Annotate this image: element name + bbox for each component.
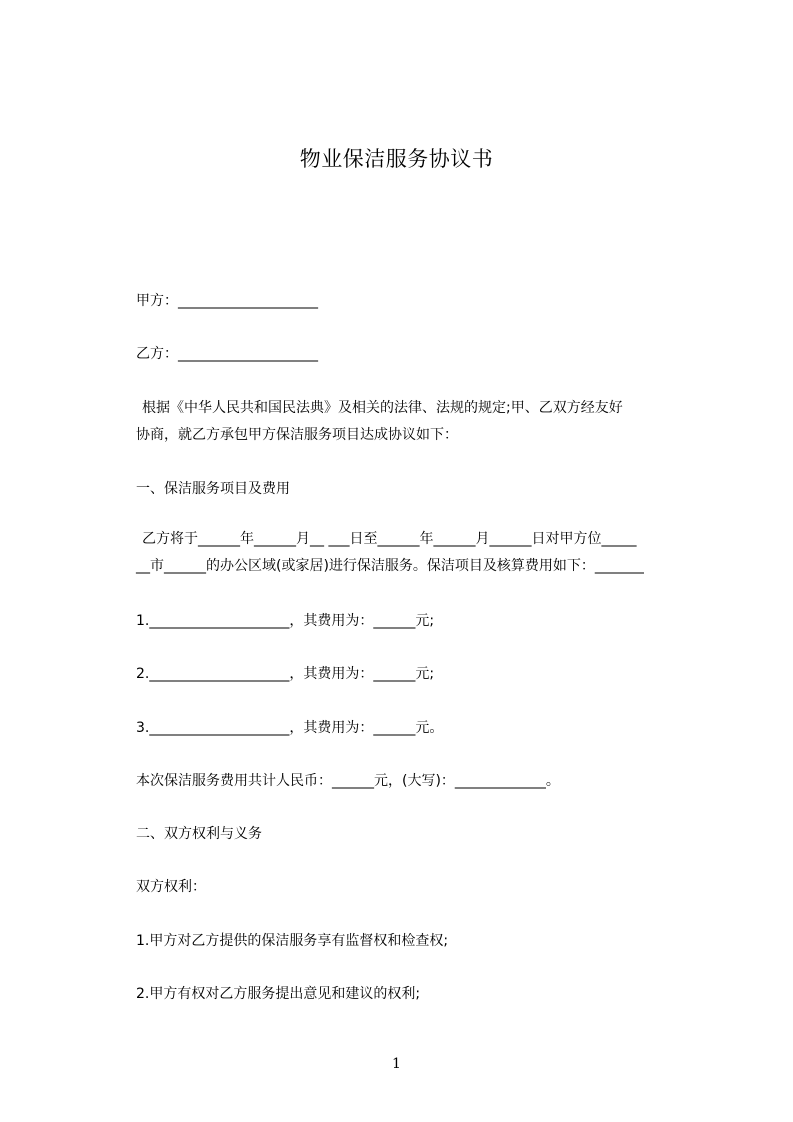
item-3-line: 3.____________________，其费用为：______元。 [136,720,444,736]
total-fee-line: 本次保洁服务费用共计人民币：______元，(大写)：_____________。 [136,773,560,789]
item-2-line: 2.____________________，其费用为：______元; [136,666,435,682]
service-line-2: __市______的办公区域(或家居)进行保洁服务。保洁项目及核算费用如下：_______ [136,558,644,574]
service-paragraph [136,526,696,580]
rights-heading: 双方权利： [136,879,206,895]
intro-line-2: 协商，就乙方承包甲方保洁服务项目达成协议如下： [136,427,458,443]
section-1-heading: 一、保洁服务项目及费用 [136,481,290,497]
intro-line-1: 根据《中华人民共和国民法典》及相关的法律、法规的规定;甲、乙双方经友好 [142,400,623,416]
item-1-line: 1.____________________，其费用为：______元; [136,613,435,629]
intro-paragraph [136,395,696,449]
service-line-1: 乙方将于______年______月__ ___日至______年______月______日对甲方位_____ [142,531,637,547]
right-2-line: 2.甲方有权对乙方服务提出意见和建议的权利; [136,986,421,1002]
right-1-line: 1.甲方对乙方提供的保洁服务享有监督权和检查权; [136,933,449,949]
party-b-line: 乙方：____________________ [136,346,318,362]
party-a-line: 甲方：____________________ [136,293,318,309]
section-2-heading: 二、双方权利与义务 [136,826,262,842]
page-number: 1 [392,1056,401,1072]
document-title: 物业保洁服务协议书 [299,147,494,171]
